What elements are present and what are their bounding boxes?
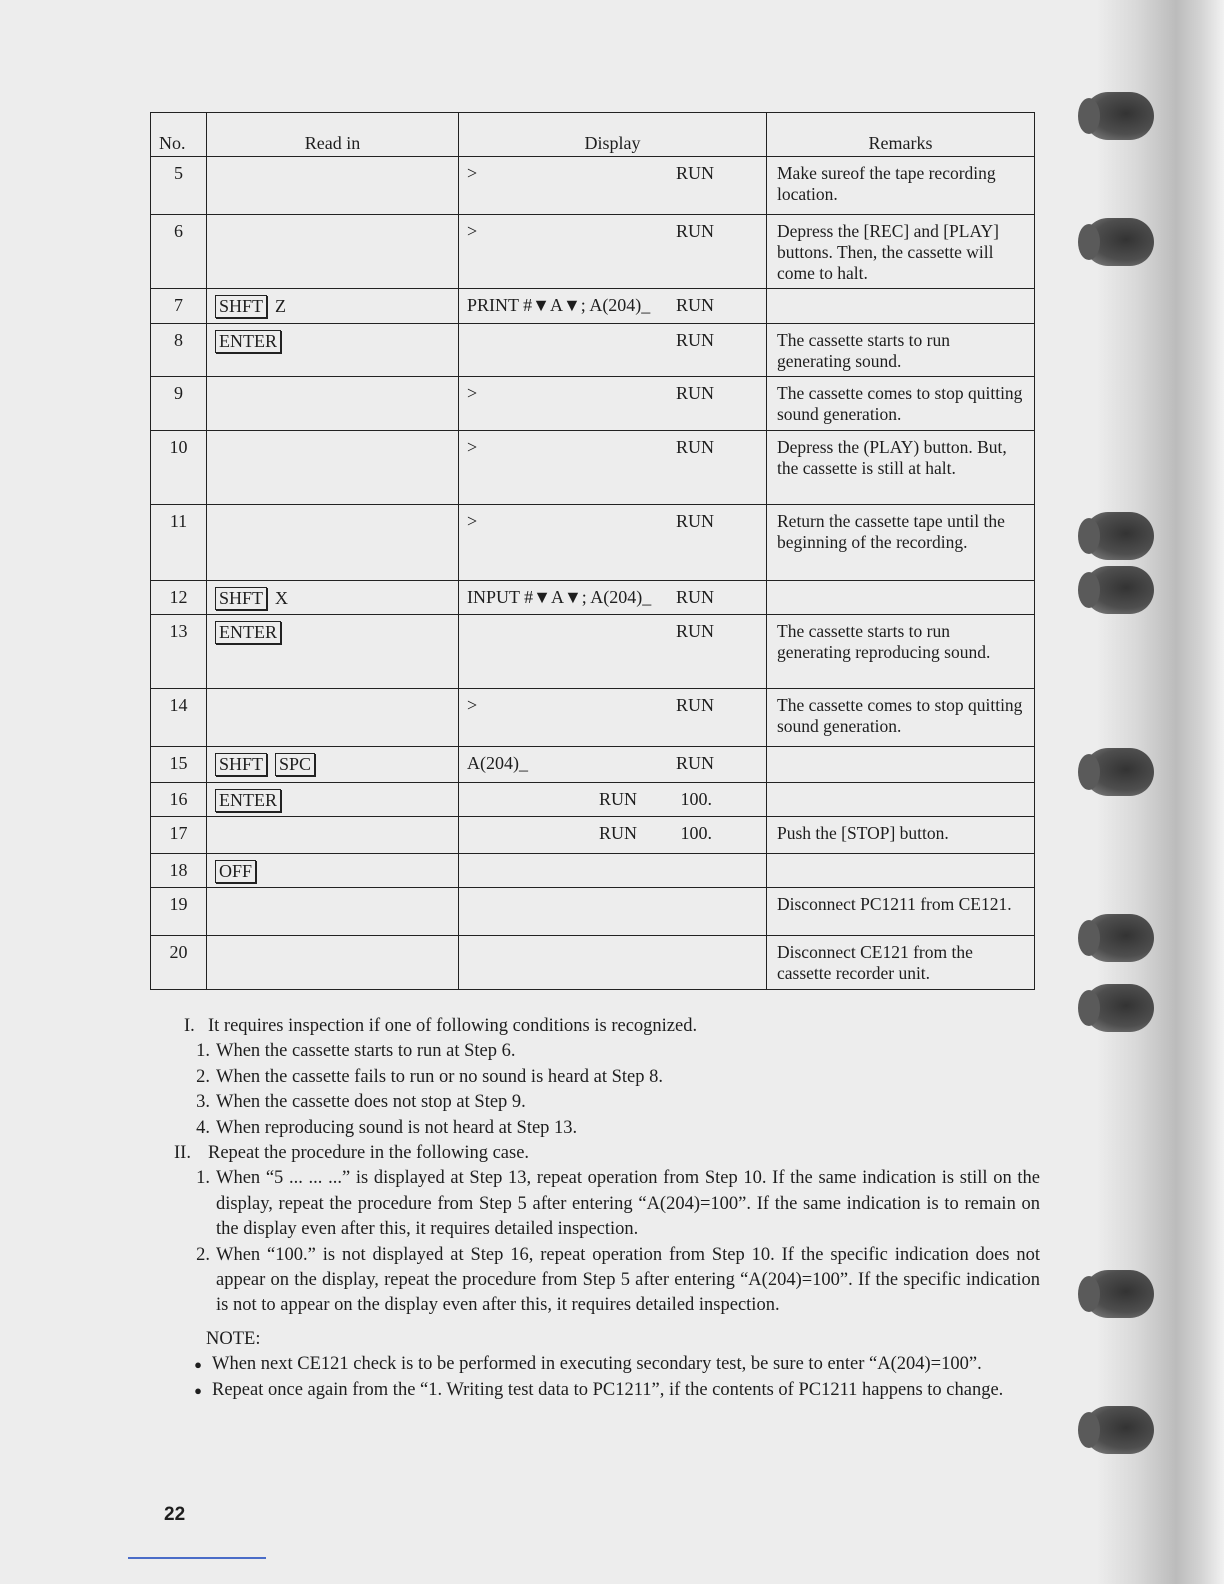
display-mode: RUN bbox=[675, 383, 714, 403]
remarks-cell bbox=[767, 747, 1035, 783]
list-item bbox=[184, 1090, 1040, 1115]
list-item-text: When reproducing sound is not heard at Step 13. bbox=[216, 1117, 578, 1138]
list-item-text: When the cassette starts to run at Step 6. bbox=[216, 1041, 516, 1062]
binder-ring bbox=[1084, 984, 1154, 1032]
read-in-cell bbox=[207, 581, 459, 615]
page-number: 22 bbox=[164, 1504, 186, 1525]
remarks-cell bbox=[767, 289, 1035, 324]
table-row bbox=[151, 888, 1035, 936]
display-mode: RUN bbox=[675, 511, 714, 531]
note-bullet-text: When next CE121 check is to be performed in executing secondary test, be sure to enter “A(204)=100”. bbox=[212, 1354, 982, 1375]
section-ii bbox=[174, 1141, 1040, 1166]
section-ii-list bbox=[184, 1166, 1040, 1318]
key-cap: SPC bbox=[275, 753, 315, 776]
display-text: RUN bbox=[599, 789, 638, 809]
step-number: 14 bbox=[151, 689, 207, 747]
key-cap: SHFT bbox=[215, 295, 267, 318]
binder-ring bbox=[1084, 1406, 1154, 1454]
display-text: A(204)_ bbox=[467, 753, 528, 773]
section-ii-intro: Repeat the procedure in the following case. bbox=[208, 1143, 530, 1164]
key-cap: OFF bbox=[215, 860, 256, 883]
display-mode: RUN bbox=[675, 221, 714, 241]
display-mode: RUN bbox=[675, 437, 714, 457]
table-row bbox=[151, 324, 1035, 377]
remarks-cell: The cassette starts to run generating reproducing sound. bbox=[767, 615, 1035, 689]
display-mode: RUN bbox=[675, 695, 714, 715]
list-item-number: 1. bbox=[196, 1168, 210, 1189]
read-in-cell bbox=[207, 289, 459, 324]
display-cell bbox=[459, 615, 767, 689]
display-cell bbox=[459, 431, 767, 505]
read-in-text: X bbox=[275, 588, 289, 608]
list-item bbox=[184, 1116, 1040, 1141]
list-item-number: 1. bbox=[196, 1041, 210, 1062]
list-item-text: When “5 ... ... ...” is displayed at Step 13, repeat operation from Step 10. If the same indication is still on the display, repeat the procedure from Step 5 after entering “A(204)=100”. If the same indication is to remain on the display even after this, it requires detailed inspection. bbox=[216, 1168, 1040, 1240]
display-cell bbox=[459, 747, 767, 783]
list-item bbox=[184, 1243, 1040, 1319]
step-number: 12 bbox=[151, 581, 207, 615]
bullet-icon: ● bbox=[194, 1382, 202, 1398]
step-number: 7 bbox=[151, 289, 207, 324]
read-in-cell bbox=[207, 689, 459, 747]
display-mode: 100. bbox=[680, 789, 712, 809]
list-item-number: 3. bbox=[196, 1092, 210, 1113]
note-bullet-text: Repeat once again from the “1. Writing test data to PC1211”, if the contents of PC1211 happens to change. bbox=[212, 1379, 1004, 1400]
note-bullet bbox=[184, 1352, 1040, 1377]
read-in-cell bbox=[207, 431, 459, 505]
remarks-cell: Depress the (PLAY) button. But, the cassette is still at halt. bbox=[767, 431, 1035, 505]
remarks-cell: The cassette starts to run generating sound. bbox=[767, 324, 1035, 377]
display-cell bbox=[459, 888, 767, 936]
binder-ring bbox=[1084, 512, 1154, 560]
list-item bbox=[184, 1166, 1040, 1242]
binder-ring bbox=[1084, 748, 1154, 796]
remarks-cell: Make sureof the tape recording location. bbox=[767, 157, 1035, 215]
step-number: 16 bbox=[151, 783, 207, 817]
header-display: Display bbox=[459, 113, 767, 157]
step-number: 15 bbox=[151, 747, 207, 783]
display-cell bbox=[459, 324, 767, 377]
step-number: 9 bbox=[151, 377, 207, 431]
read-in-cell bbox=[207, 615, 459, 689]
display-mode: RUN bbox=[675, 330, 714, 350]
display-text: INPUT #▼A▼; A(204)_ bbox=[467, 587, 652, 607]
step-number: 20 bbox=[151, 936, 207, 990]
table-row bbox=[151, 215, 1035, 289]
display-text: > bbox=[467, 511, 478, 531]
table-row bbox=[151, 689, 1035, 747]
read-in-cell bbox=[207, 854, 459, 888]
key-cap: ENTER bbox=[215, 330, 281, 353]
display-text: > bbox=[467, 437, 478, 457]
table-row bbox=[151, 783, 1035, 817]
display-cell bbox=[459, 936, 767, 990]
display-cell bbox=[459, 157, 767, 215]
binder-ring bbox=[1084, 218, 1154, 266]
step-number: 18 bbox=[151, 854, 207, 888]
list-item-number: 4. bbox=[196, 1117, 210, 1138]
display-cell bbox=[459, 817, 767, 854]
display-cell bbox=[459, 854, 767, 888]
remarks-cell: The cassette comes to stop quitting sound generation. bbox=[767, 377, 1035, 431]
list-item-text: When the cassette does not stop at Step 9. bbox=[216, 1092, 526, 1113]
remarks-cell: Push the [STOP] button. bbox=[767, 817, 1035, 854]
step-number: 5 bbox=[151, 157, 207, 215]
read-in-cell bbox=[207, 817, 459, 854]
read-in-cell bbox=[207, 157, 459, 215]
section-i-intro: It requires inspection if one of following conditions is recognized. bbox=[208, 1016, 698, 1036]
read-in-cell bbox=[207, 747, 459, 783]
remarks-cell: The cassette comes to stop quitting sound generation. bbox=[767, 689, 1035, 747]
read-in-cell bbox=[207, 783, 459, 817]
bullet-icon: ● bbox=[194, 1357, 202, 1373]
scan-mark bbox=[128, 1557, 266, 1559]
key-cap: ENTER bbox=[215, 621, 281, 644]
table-row bbox=[151, 431, 1035, 505]
section-i-list bbox=[184, 1039, 1040, 1141]
display-cell bbox=[459, 783, 767, 817]
display-cell bbox=[459, 505, 767, 581]
table-header-row bbox=[151, 113, 1035, 157]
remarks-cell bbox=[767, 581, 1035, 615]
table-row bbox=[151, 581, 1035, 615]
section-ii-mark: II. bbox=[174, 1143, 191, 1164]
display-cell bbox=[459, 689, 767, 747]
table-row bbox=[151, 289, 1035, 324]
display-text: > bbox=[467, 695, 478, 715]
display-text: RUN bbox=[599, 823, 638, 843]
read-in-cell bbox=[207, 505, 459, 581]
remarks-cell bbox=[767, 854, 1035, 888]
section-i bbox=[184, 1014, 1040, 1039]
read-in-cell bbox=[207, 936, 459, 990]
display-text: PRINT #▼A▼; A(204)_ bbox=[467, 295, 651, 315]
read-in-cell bbox=[207, 888, 459, 936]
table-row bbox=[151, 157, 1035, 215]
display-cell bbox=[459, 377, 767, 431]
step-number: 6 bbox=[151, 215, 207, 289]
list-item bbox=[184, 1039, 1040, 1064]
note-label: NOTE: bbox=[206, 1328, 261, 1349]
read-in-text: Z bbox=[275, 296, 287, 316]
display-cell bbox=[459, 581, 767, 615]
step-number: 8 bbox=[151, 324, 207, 377]
key-cap: ENTER bbox=[215, 789, 281, 812]
binder-ring bbox=[1084, 914, 1154, 962]
list-item-text: When “100.” is not displayed at Step 16, repeat operation from Step 10. If the specific indication does not appear on the display, repeat the procedure from Step 5 after entering “A(204)=100”. If the specific indication is not to appear on the display even after this, it requires detailed inspection. bbox=[216, 1244, 1040, 1316]
header-read-in: Read in bbox=[207, 113, 459, 157]
display-text: > bbox=[467, 163, 478, 183]
remarks-cell: Disconnect PC1211 from CE121. bbox=[767, 888, 1035, 936]
display-text: > bbox=[467, 221, 478, 241]
key-cap: SHFT bbox=[215, 753, 267, 776]
step-number: 17 bbox=[151, 817, 207, 854]
notes-section bbox=[174, 1014, 1040, 1403]
remarks-cell: Return the cassette tape until the beginning of the recording. bbox=[767, 505, 1035, 581]
display-mode: RUN bbox=[675, 587, 714, 607]
display-text: > bbox=[467, 383, 478, 403]
list-item-number: 2. bbox=[196, 1244, 210, 1265]
display-cell bbox=[459, 215, 767, 289]
list-item-text: When the cassette fails to run or no sound is heard at Step 8. bbox=[216, 1066, 663, 1087]
table-row bbox=[151, 854, 1035, 888]
note-bullets bbox=[184, 1352, 1040, 1403]
step-number: 19 bbox=[151, 888, 207, 936]
list-item bbox=[184, 1065, 1040, 1090]
header-no: No. bbox=[151, 113, 207, 157]
test-steps-table bbox=[150, 112, 1035, 990]
step-number: 11 bbox=[151, 505, 207, 581]
step-number: 10 bbox=[151, 431, 207, 505]
table-row bbox=[151, 505, 1035, 581]
display-mode: RUN bbox=[675, 295, 714, 315]
note-bullet bbox=[184, 1378, 1040, 1403]
remarks-cell: Disconnect CE121 from the cassette recorder unit. bbox=[767, 936, 1035, 990]
header-remarks: Remarks bbox=[767, 113, 1035, 157]
display-mode: 100. bbox=[680, 823, 712, 843]
read-in-cell bbox=[207, 215, 459, 289]
remarks-cell bbox=[767, 783, 1035, 817]
binder-ring bbox=[1084, 566, 1154, 614]
table-row bbox=[151, 747, 1035, 783]
key-cap: SHFT bbox=[215, 587, 267, 610]
step-number: 13 bbox=[151, 615, 207, 689]
table-row bbox=[151, 936, 1035, 990]
display-cell bbox=[459, 289, 767, 324]
display-mode: RUN bbox=[675, 753, 714, 773]
read-in-cell bbox=[207, 377, 459, 431]
section-i-mark: I. bbox=[184, 1016, 195, 1036]
table-row bbox=[151, 377, 1035, 431]
table-body bbox=[151, 157, 1035, 990]
read-in-cell bbox=[207, 324, 459, 377]
display-mode: RUN bbox=[675, 621, 714, 641]
binder-ring bbox=[1084, 92, 1154, 140]
binder-ring bbox=[1084, 1270, 1154, 1318]
list-item-number: 2. bbox=[196, 1066, 210, 1087]
table-row bbox=[151, 817, 1035, 854]
display-mode: RUN bbox=[675, 163, 714, 183]
table-row bbox=[151, 615, 1035, 689]
remarks-cell: Depress the [REC] and [PLAY] buttons. Then, the cassette will come to halt. bbox=[767, 215, 1035, 289]
